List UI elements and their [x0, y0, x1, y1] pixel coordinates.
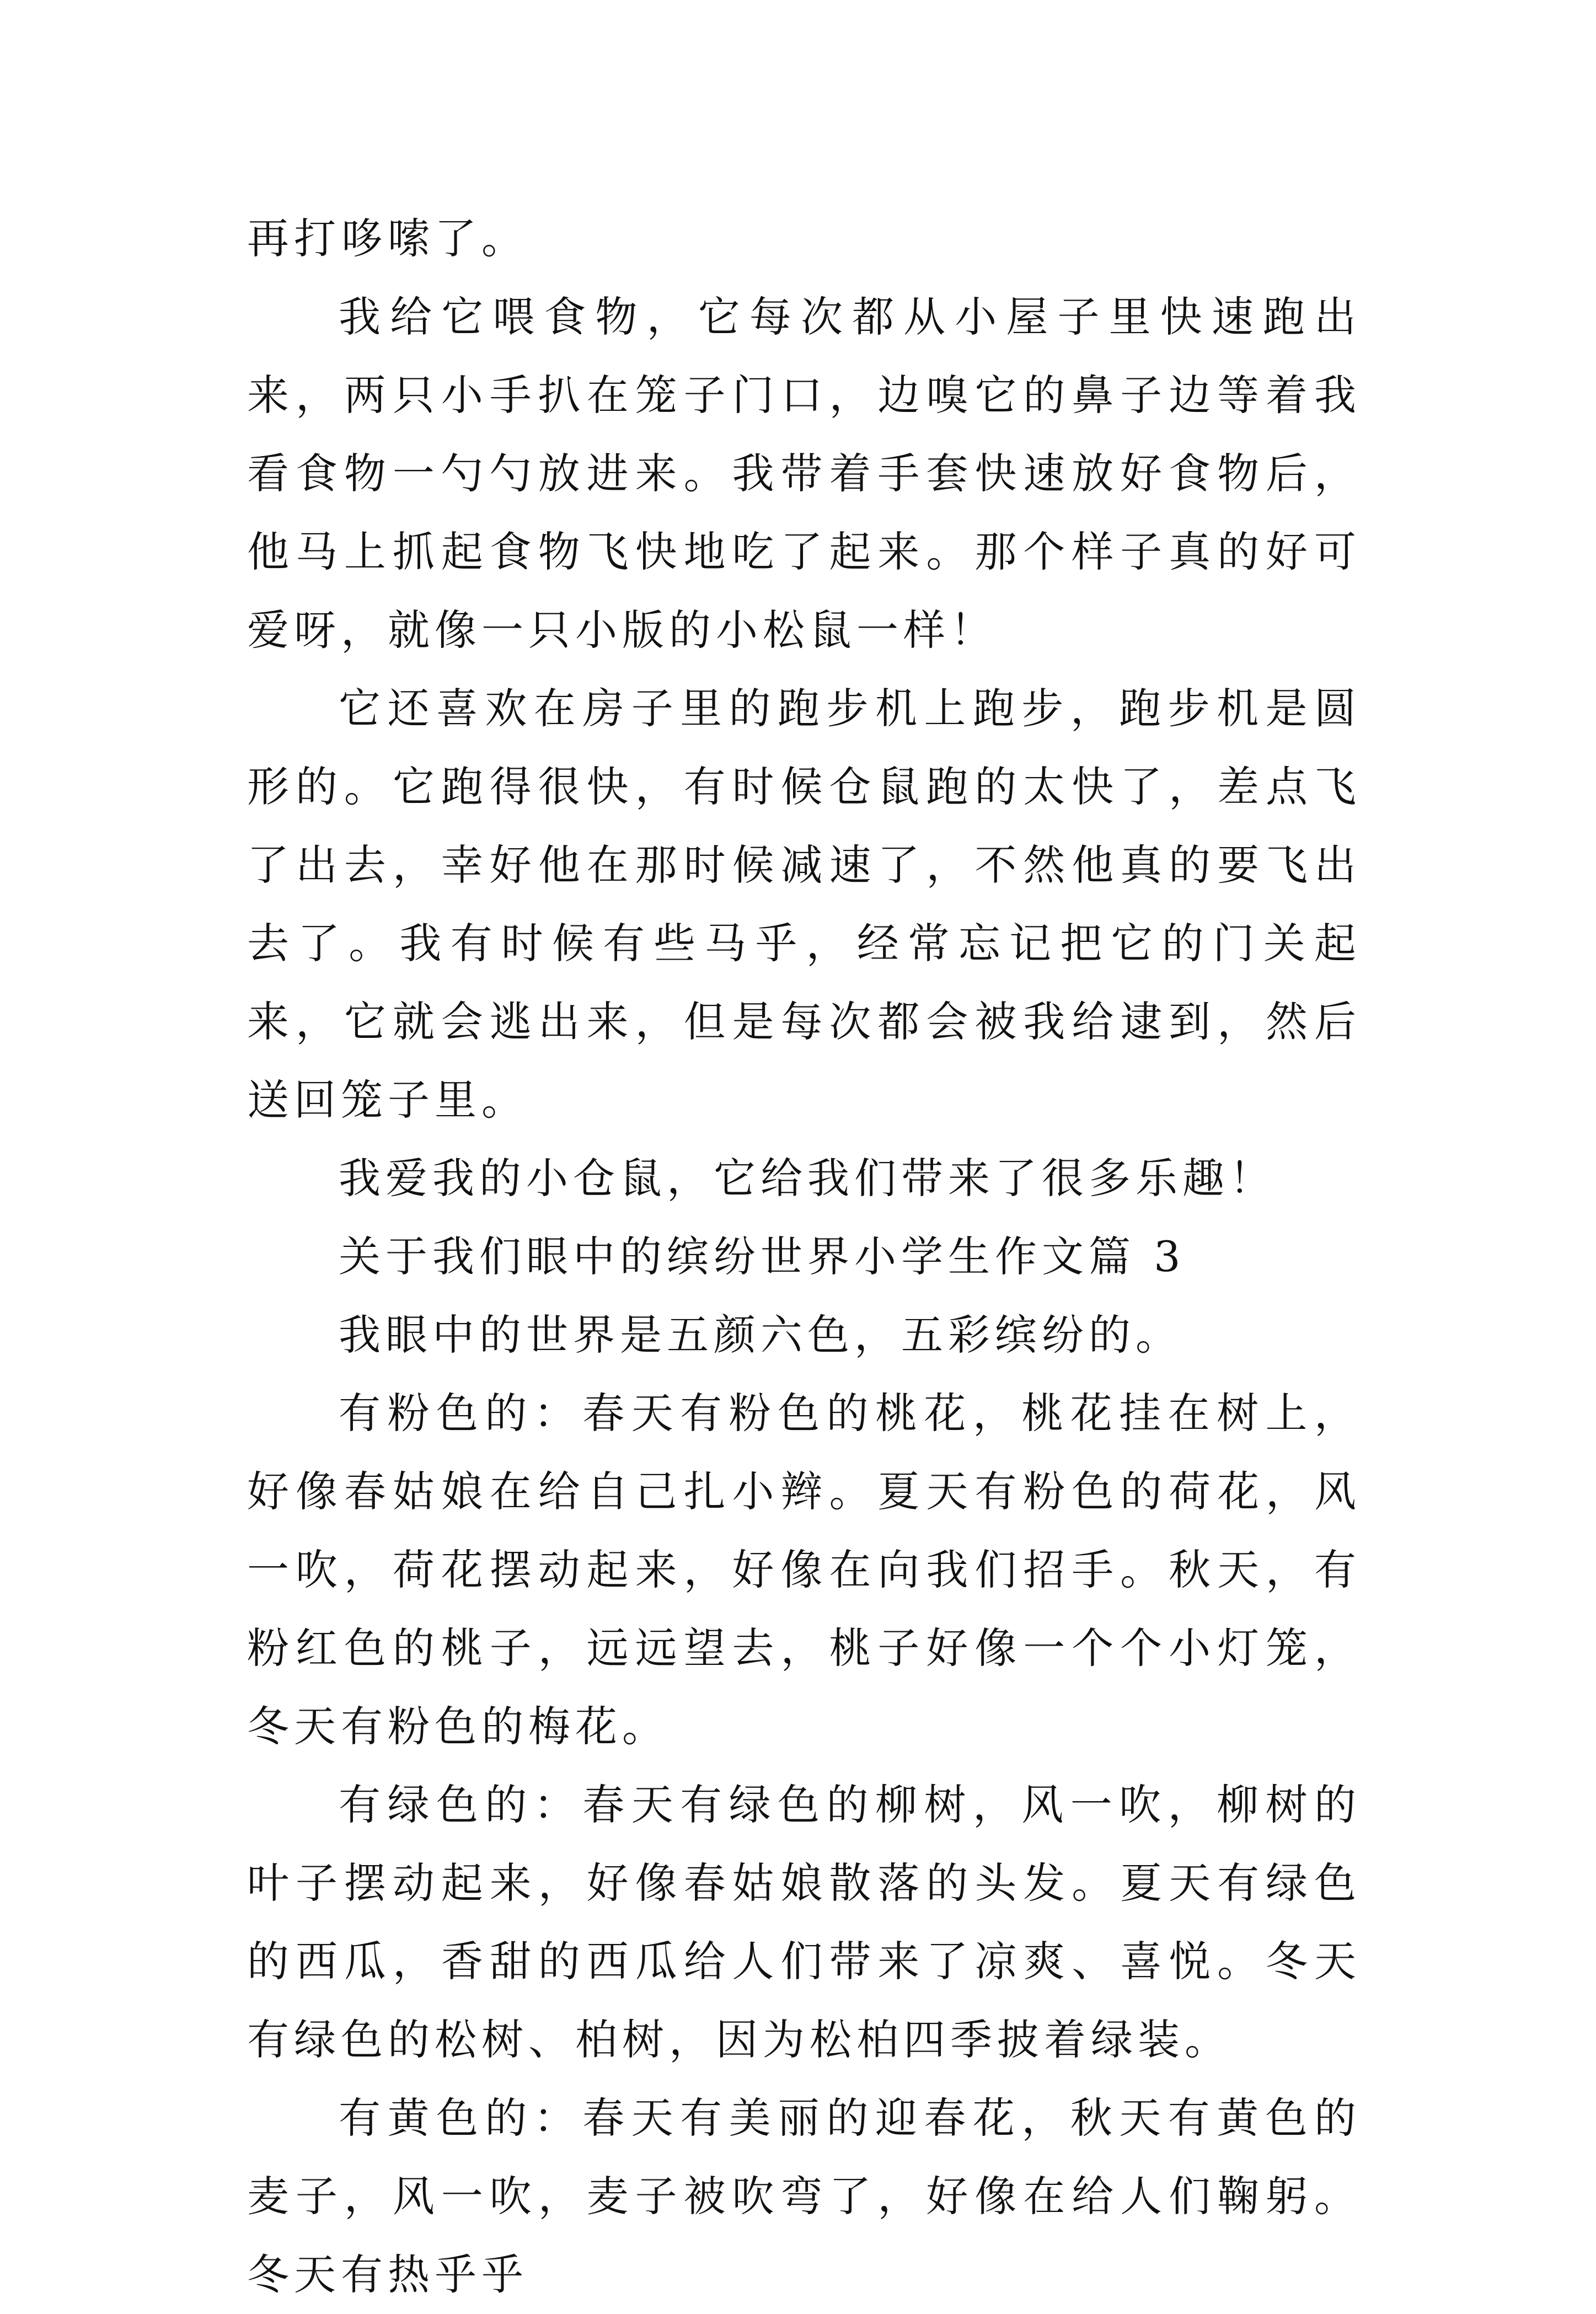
document-body — [247, 200, 1361, 2314]
section-heading: 关于我们眼中的缤纷世界小学生作文篇 3 — [339, 1232, 1186, 1281]
paragraph-6: 有粉色的：春天有粉色的桃花，桃花挂在树上，好像春姑娘在给自己扎小辫。夏天有粉色的荷花，风一吹，荷花摆动起来，好像在向我们招手。秋天，有粉红色的桃子，远远望去，桃子好像一个个小灯笼，冬天有粉色的梅花。 — [247, 1389, 1361, 1751]
paragraph-2: 我给它喂食物，它每次都从小屋子里快速跑出来，两只小手扒在笼子门口，边嗅它的鼻子边等着我看食物一勺勺放进来。我带着手套快速放好食物后，他马上抓起食物飞快地吃了起来。那个样子真的好可爱呀，就像一只小版的小松鼠一样！ — [247, 292, 1361, 655]
paragraph-8: 有黄色的：春天有美丽的迎春花，秋天有黄色的麦子，风一吹，麦子被吹弯了，好像在给人们鞠躬。冬天有热乎乎 — [247, 2093, 1361, 2299]
paragraph-1: 再打哆嗦了。 — [247, 214, 528, 263]
paragraph-7: 有绿色的：春天有绿色的柳树，风一吹，柳树的叶子摆动起来，好像春姑娘散落的头发。夏天有绿色的西瓜，香甜的西瓜给人们带来了凉爽、喜悦。冬天有绿色的松树、柏树，因为松柏四季披着绿装。 — [247, 1780, 1361, 2064]
paragraph-4: 我爱我的小仓鼠，它给我们带来了很多乐趣！ — [339, 1154, 1276, 1203]
paragraph-5: 我眼中的世界是五颜六色，五彩缤纷的。 — [339, 1310, 1182, 1359]
paragraph-3: 它还喜欢在房子里的跑步机上跑步，跑步机是圆形的。它跑得很快，有时候仓鼠跑的太快了，差点飞了出去，幸好他在那时候减速了，不然他真的要飞出去了。我有时候有些马乎，经常忘记把它的门关起来，它就会逃出来，但是每次都会被我给逮到，然后送回笼子里。 — [247, 684, 1361, 1124]
